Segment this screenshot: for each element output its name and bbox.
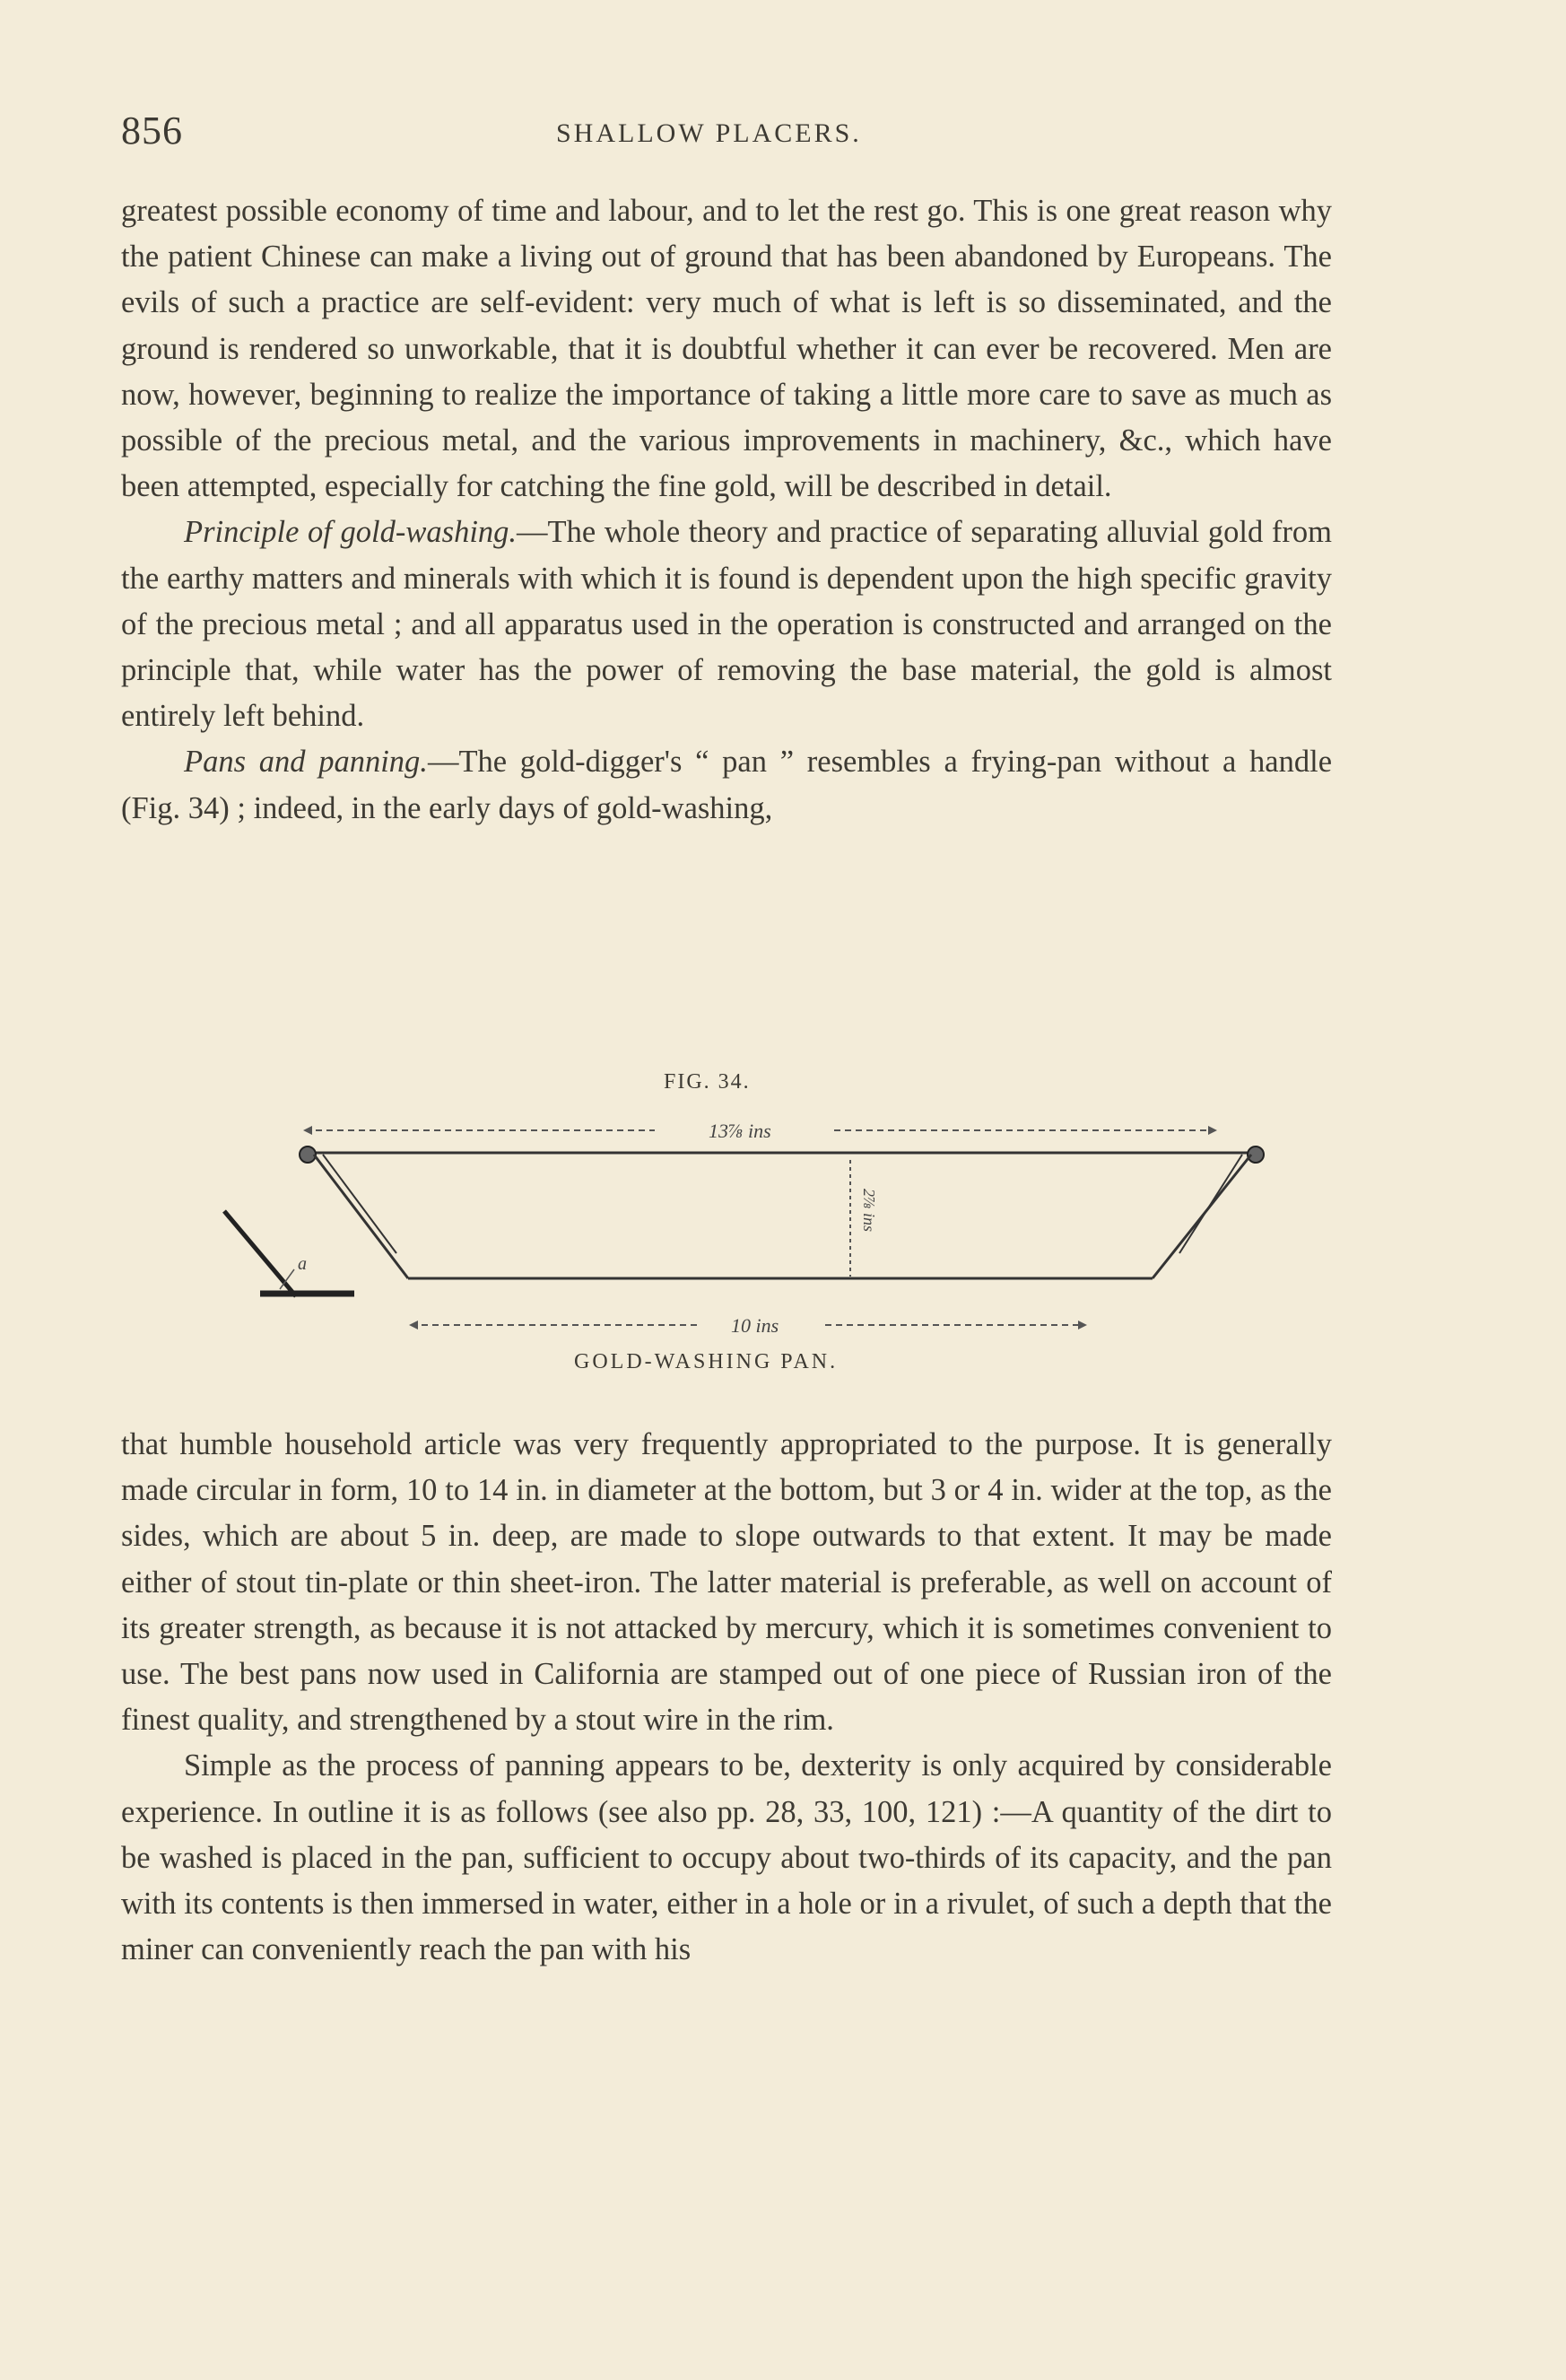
detail-a-label: a bbox=[298, 1254, 307, 1274]
paragraph-2 bbox=[121, 510, 1332, 739]
paragraph-2-heading: Principle of gold-washing. bbox=[184, 515, 518, 550]
pan-outer-right bbox=[1179, 1155, 1242, 1253]
paragraph-2-text: —The whole theory and practice of separating alluvial gold from the earthy matters and minerals with which it is found is dependent upon the high specific gravity of the precious metal ; and all apparatus used in the operation is constructed and arranged on the principle that, while water has the power of removing the base material, the gold is almost entirely left behind. bbox=[121, 515, 1332, 734]
text-block-upper bbox=[121, 188, 1332, 832]
gold-washing-pan-diagram bbox=[206, 1054, 1327, 1341]
depth-dimension-label: 2⅞ ins bbox=[860, 1189, 878, 1233]
rim-wire-left bbox=[300, 1146, 316, 1163]
top-dimension-label: 13⅞ ins bbox=[709, 1120, 771, 1142]
figure-caption: GOLD-WASHING PAN. bbox=[574, 1350, 839, 1373]
bottom-arrow-right bbox=[1078, 1321, 1087, 1329]
paragraph-3 bbox=[121, 739, 1332, 831]
paragraph-3-heading: Pans and panning. bbox=[184, 745, 428, 780]
page-header bbox=[121, 108, 1332, 161]
detail-a-side bbox=[224, 1211, 296, 1296]
figure-label: FIG. 34. bbox=[664, 1070, 751, 1094]
running-title: SHALLOW PLACERS. bbox=[556, 118, 862, 148]
bottom-arrow-left bbox=[409, 1321, 418, 1329]
figure-34 bbox=[206, 1054, 1327, 1391]
paragraph-5: Simple as the process of panning appears to be, dexterity is only acquired by considerable experience. In outline it is as follows (see also pp. 28, 33, 100, 121) :—A quantity of the dirt to be washed is placed in the pan, sufficient to occupy about two-thirds of its capacity, and the pan with its contents is then immersed in water, either in a hole or in a rivulet, of such a depth that the miner can conveniently reach the pan with his bbox=[121, 1748, 1332, 1967]
top-arrow-left bbox=[303, 1126, 312, 1135]
top-arrow-right bbox=[1208, 1126, 1217, 1135]
paragraph-4: that humble household article was very frequently appropriated to the purpose. It is generally made circular in form, 10 to 14 in. in diameter at the bottom, but 3 or 4 in. wider at the top, as the sides, which are about 5 in. deep, are made to slope outwards to that extent. It may be made either of stout tin-plate or thin sheet-iron. The latter material is preferable, as well on account of its greater strength, as because it is not attacked by mercury, which it is sometimes convenient to use. The best pans now used in California are stamped out of one piece of Russian iron of the finest quality, and strengthened by a stout wire in the rim. bbox=[121, 1427, 1332, 1738]
pan-side-left bbox=[314, 1155, 408, 1278]
page-number: 856 bbox=[121, 109, 183, 153]
paragraph-3-text: —The gold-digger's “ pan ” resembles a frying-pan without a handle (Fig. 34) ; indeed, in the early days of gold-washing, bbox=[121, 745, 1333, 825]
bottom-dimension-label: 10 ins bbox=[731, 1314, 779, 1337]
pan-outer-left bbox=[323, 1155, 396, 1253]
text-block-lower bbox=[121, 1422, 1332, 1973]
paragraph-1: greatest possible economy of time and labour, and to let the rest go. This is one great reason why the patient Chinese can make a living out of ground that has been abandoned by Europeans. The evils of such a practice are self-evident: very much of what is left is so disseminated, and the ground is rendered so unworkable, that it is doubtful whether it can ever be recovered. Men are now, however, beginning to realize the importance of taking a little more care to save as much as possible of the precious metal, and the various improvements in machinery, &c., which have been attempted, especially for catching the fine gold, will be described in detail. bbox=[121, 194, 1332, 504]
